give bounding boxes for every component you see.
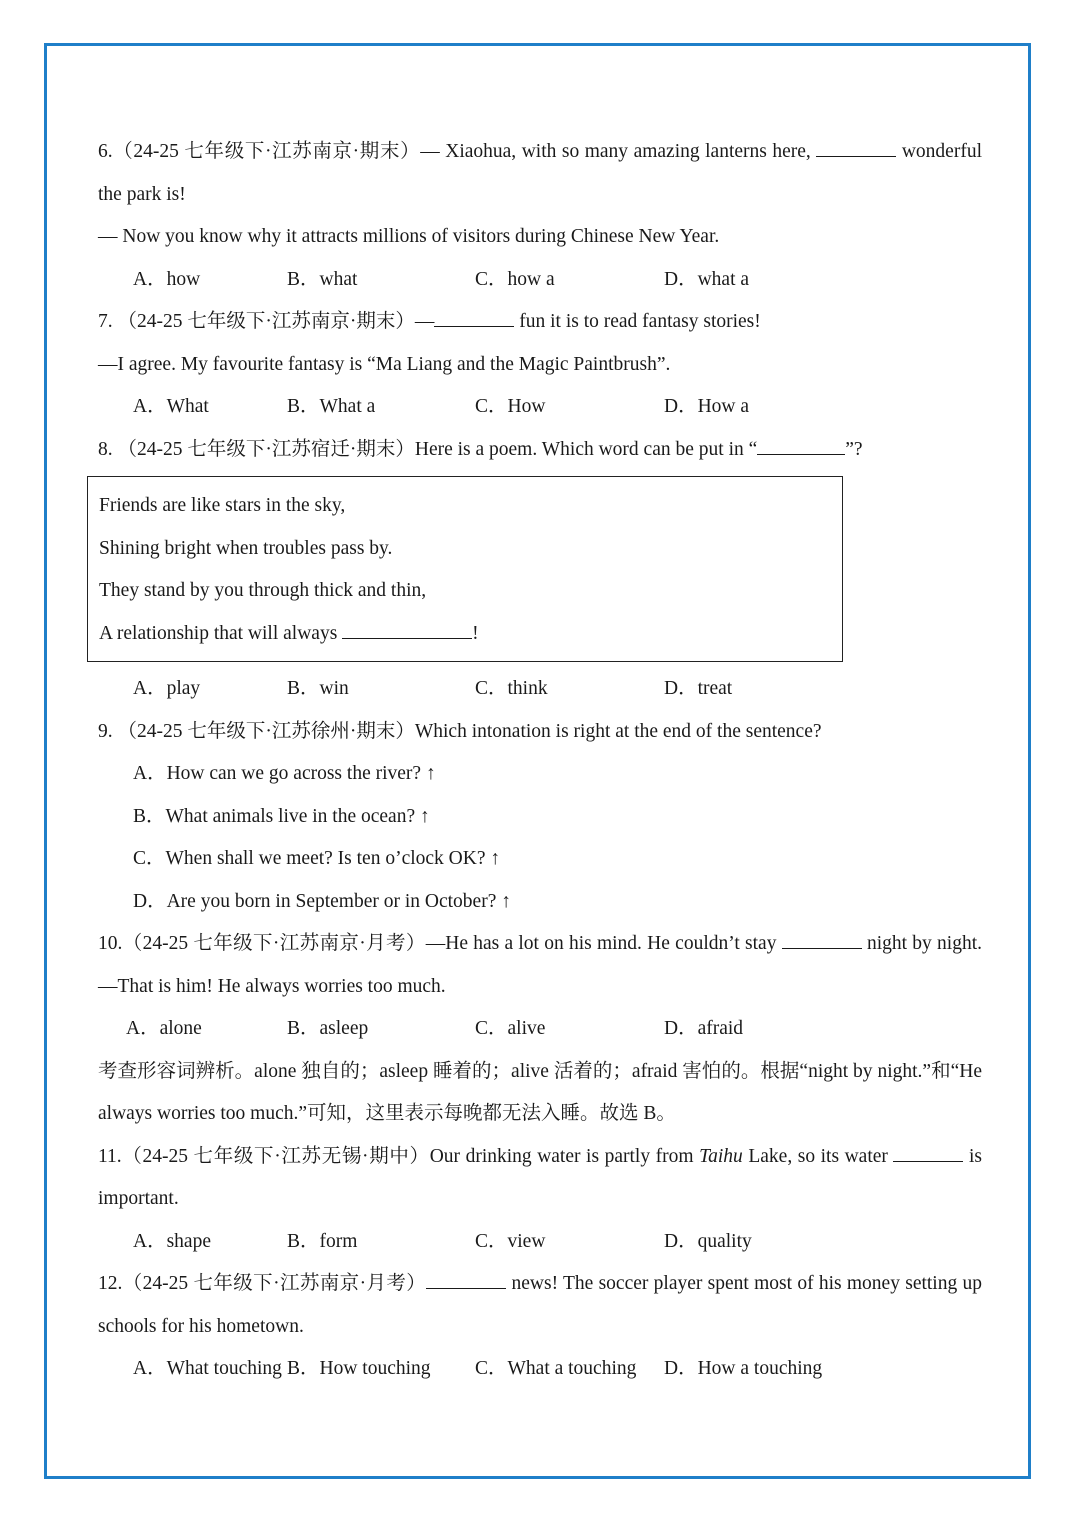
q10-text-a: —He has a lot on his mind. He couldn’t stay	[425, 933, 777, 954]
q10-analysis: 考查形容词辨析。alone 独自的；asleep 睡着的；alive 活着的；afraid 害怕的。根据“night by night.”和“He	[98, 1060, 982, 1082]
q10-analysis-cont: always worries too much.”可知，这里表示每晚都无法入睡。故选 B。	[98, 1103, 676, 1124]
q7-number: 7.	[98, 311, 113, 332]
q11-option-c[interactable]: C．view	[475, 1230, 546, 1252]
q10-reply: —That is him! He always worries too much.	[98, 975, 446, 997]
q6-blank	[816, 140, 896, 157]
q12-option-b[interactable]: B．How touching	[287, 1358, 431, 1379]
q12-option-a[interactable]: A．What touching	[133, 1358, 282, 1379]
q8-options	[98, 668, 982, 711]
q7-text-a: —	[414, 311, 435, 332]
q9-stem	[98, 711, 982, 754]
q8-text-a: Here is a poem. Which word can be put in “	[414, 438, 758, 460]
q10-source: （24-25 七年级下·江苏南京·月考）	[122, 933, 426, 954]
q11-number: 11.	[98, 1145, 122, 1167]
q12-stem	[98, 1263, 982, 1306]
q8-stem	[98, 429, 982, 472]
q10-option-d[interactable]: D．afraid	[664, 1018, 744, 1039]
q11-option-a[interactable]: A．shape	[133, 1230, 211, 1252]
q7-options	[98, 386, 982, 429]
q10-text-b: night by night.	[866, 933, 982, 954]
q12-source: （24-25 七年级下·江苏南京·月考）	[122, 1273, 427, 1294]
q11-options	[98, 1221, 982, 1264]
q6-text-b: wonderful	[901, 141, 982, 162]
q6-reply: — Now you know why it attracts millions of visitors during Chinese New Year.	[98, 226, 720, 247]
q11-stem	[98, 1136, 982, 1179]
poem-line: Friends are like stars in the sky,	[99, 495, 346, 516]
q12-number: 12.	[98, 1273, 123, 1294]
question-list	[98, 131, 982, 1391]
q10-option-a[interactable]: A．alone	[126, 1018, 202, 1039]
q6-text-a: — Xiaohua, with so many amazing lanterns here,	[420, 141, 811, 162]
q6-source: （24-25 七年级下·江苏南京·期末）	[112, 141, 421, 162]
poem-line: Shining bright when troubles pass by.	[99, 537, 393, 559]
q8-text-b: ”?	[845, 438, 863, 460]
q11-option-d[interactable]: D．quality	[664, 1230, 752, 1252]
q6-option-d[interactable]: D．what a	[664, 268, 750, 290]
q8-option-d[interactable]: D．treat	[664, 678, 733, 699]
q8-number: 8.	[98, 438, 113, 460]
q9-source: （24-25 七年级下·江苏徐州·期末）	[117, 720, 415, 742]
q10-number: 10.	[98, 933, 123, 954]
q9-option-a[interactable]: A．How can we go across the river? ↑	[133, 763, 436, 784]
q7-option-a[interactable]: A．What	[133, 396, 209, 417]
q7-source: （24-25 七年级下·江苏南京·期末）	[117, 311, 415, 332]
q10-option-c[interactable]: C．alive	[475, 1018, 546, 1039]
q10-blank	[782, 932, 862, 949]
q6-option-a[interactable]: A．how	[133, 268, 201, 290]
q8-blank	[757, 438, 845, 455]
q8-option-c[interactable]: C．think	[475, 678, 548, 699]
q9-number: 9.	[98, 720, 113, 742]
q11-text-italic: Taihu	[699, 1145, 743, 1167]
poem-blank	[342, 622, 472, 639]
q7-reply: —I agree. My favourite fantasy is “Ma Liang and the Magic Paintbrush”.	[98, 353, 671, 375]
q7-option-c[interactable]: C．How	[475, 396, 546, 417]
q11-blank	[893, 1145, 963, 1162]
poem-line-last	[99, 613, 842, 656]
q12-text-b: news! The soccer player spent most of his money setting up	[511, 1273, 983, 1294]
poem-line-text: A relationship that will always	[99, 622, 338, 644]
q6-option-c[interactable]: C．how a	[475, 268, 555, 290]
q12-stem-cont: schools for his hometown.	[98, 1315, 304, 1337]
q8-option-a[interactable]: A．play	[133, 678, 201, 699]
poem-line-end: !	[472, 622, 479, 644]
q9-option-c[interactable]: C．When shall we meet? Is ten o’clock OK? ↑	[133, 848, 501, 869]
q11-option-b[interactable]: B．form	[287, 1230, 358, 1252]
q6-number: 6.	[98, 141, 113, 162]
poem-box	[87, 476, 843, 662]
q7-blank	[434, 310, 514, 327]
q7-option-d[interactable]: D．How a	[664, 396, 750, 417]
q11-stem-cont: important.	[98, 1188, 179, 1209]
q8-option-b[interactable]: B．win	[287, 678, 349, 699]
q10-options	[98, 1008, 982, 1051]
q6-stem	[98, 131, 982, 174]
q9-text: Which intonation is right at the end of the sentence?	[414, 720, 822, 742]
q11-text-b: Lake, so its water	[748, 1145, 888, 1167]
q6-stem-cont: the park is!	[98, 183, 186, 205]
q12-options	[98, 1348, 982, 1391]
q6-options	[98, 259, 982, 302]
q11-source: （24-25 七年级下·江苏无锡·期中）	[121, 1145, 430, 1167]
q11-text-c: is	[969, 1145, 983, 1167]
q10-stem	[98, 923, 982, 966]
q7-option-b[interactable]: B．What a	[287, 396, 376, 417]
q7-stem	[98, 301, 982, 344]
q9-option-d[interactable]: D．Are you born in September or in October? ↑	[133, 890, 511, 912]
q12-option-d[interactable]: D．How a touching	[664, 1358, 823, 1379]
poem-line: They stand by you through thick and thin,	[99, 580, 427, 601]
q12-blank	[426, 1272, 506, 1289]
q12-option-c[interactable]: C．What a touching	[475, 1358, 637, 1379]
q10-option-b[interactable]: B．asleep	[287, 1018, 369, 1039]
q9-option-b[interactable]: B．What animals live in the ocean? ↑	[133, 805, 430, 827]
q7-text-b: fun it is to read fantasy stories!	[519, 311, 761, 332]
q8-source: （24-25 七年级下·江苏宿迁·期末）	[117, 438, 415, 460]
q6-option-b[interactable]: B．what	[287, 268, 358, 290]
q11-text-a: Our drinking water is partly from	[429, 1145, 694, 1167]
